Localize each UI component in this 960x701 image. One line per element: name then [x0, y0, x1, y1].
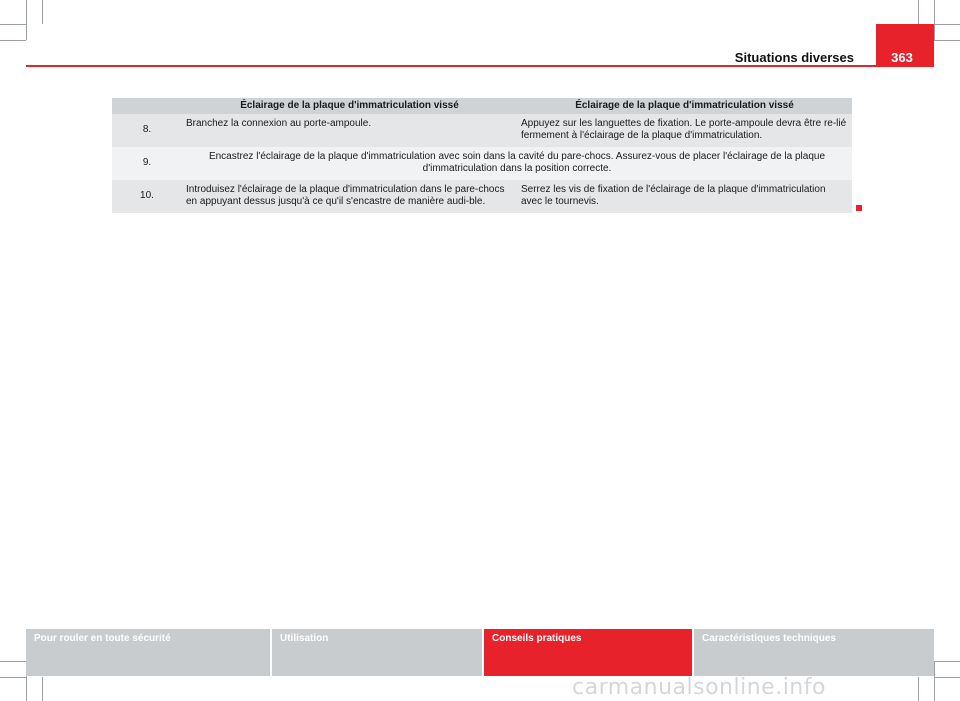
- step-text-b: Serrez les vis de fixation de l'éclairage de la plaque d'immatriculation avec le tournevis.: [517, 180, 852, 213]
- crop-mark: [934, 0, 935, 40]
- section-title: Situations diverses: [734, 50, 854, 65]
- nav-tab-caracteristiques[interactable]: Caractéristiques techniques: [694, 629, 934, 676]
- column-header-a: Éclairage de la plaque d'immatriculation vissé: [182, 98, 517, 114]
- nav-tab-utilisation[interactable]: Utilisation: [272, 629, 484, 676]
- table-header-row: [112, 98, 852, 114]
- crop-mark: [42, 677, 43, 701]
- section-end-marker: [856, 205, 862, 211]
- step-text-a: Branchez la connexion au porte-ampoule.: [182, 114, 517, 147]
- crop-mark: [0, 40, 26, 41]
- step-number: 9.: [112, 147, 182, 180]
- step-text-b: Appuyez sur les languettes de fixation. Le porte-ampoule devra être re-lié fermement à l'éclairage de la plaque d'immatriculation.: [517, 114, 852, 147]
- step-text-a: Introduisez l'éclairage de la plaque d'immatriculation dans le pare-chocs en appuyant dessus jusqu'à ce qu'il s'encastre de manière audi-ble.: [182, 180, 517, 213]
- column-header-step: [112, 98, 182, 114]
- step-number: 10.: [112, 180, 182, 213]
- crop-mark: [934, 24, 960, 25]
- crop-mark: [934, 661, 960, 662]
- table-row: [112, 147, 852, 180]
- crop-mark: [918, 0, 919, 24]
- crop-mark: [0, 661, 26, 662]
- column-header-b: Éclairage de la plaque d'immatriculation vissé: [517, 98, 852, 114]
- page-number: 363: [891, 50, 913, 65]
- nav-tab-conseils-pratiques[interactable]: Conseils pratiques: [484, 629, 694, 676]
- nav-tab-securite[interactable]: Pour rouler en toute sécurité: [26, 629, 272, 676]
- watermark: carmanualsonline.info: [572, 675, 826, 700]
- crop-mark: [26, 0, 27, 40]
- crop-mark: [0, 677, 26, 678]
- step-number: 8.: [112, 114, 182, 147]
- crop-mark: [934, 661, 935, 701]
- header-rule: [26, 65, 934, 67]
- bottom-navigation: [26, 629, 934, 676]
- crop-mark: [918, 677, 919, 701]
- crop-mark: [0, 24, 26, 25]
- crop-mark: [934, 40, 960, 41]
- step-text-merged: Encastrez l'éclairage de la plaque d'immatriculation avec soin dans la cavité du pare-chocs. Assurez-vous de placer l'éclairage de la plaque d'immatriculation dans la position correcte.: [182, 147, 852, 180]
- table-row: [112, 114, 852, 147]
- crop-mark: [42, 0, 43, 24]
- steps-table: [112, 98, 852, 213]
- crop-mark: [934, 677, 960, 678]
- table-row: [112, 180, 852, 213]
